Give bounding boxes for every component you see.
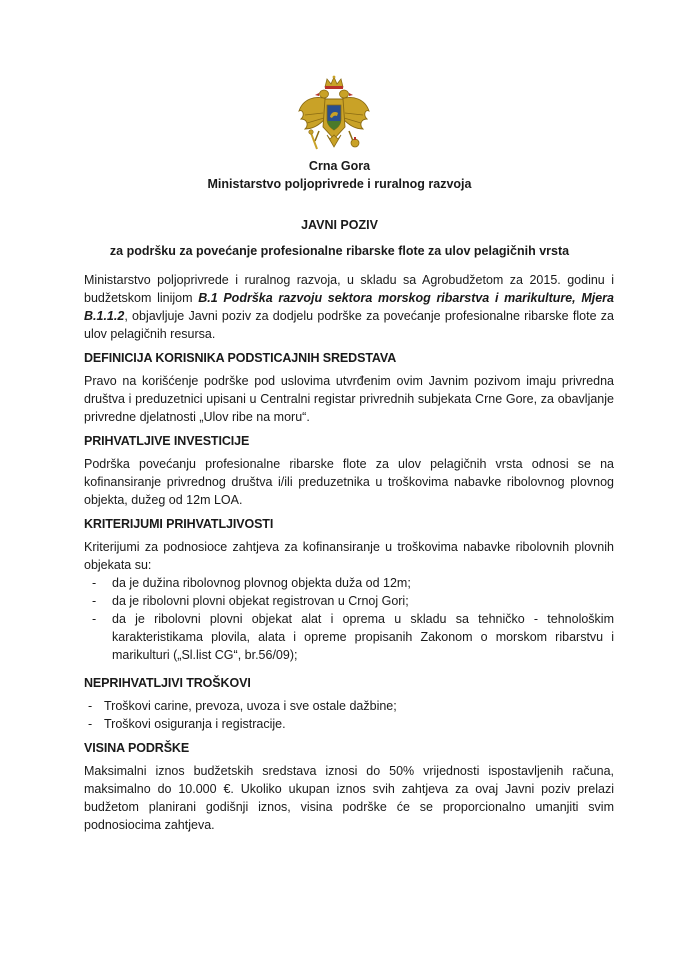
list-item [84,574,614,592]
section-heading-troskovi: NEPRIHVATLJIVI TROŠKOVI [84,676,251,690]
criteria-list [84,574,614,664]
document-body [84,271,614,834]
criteria-item-text: da je ribolovni plovni objekat registrovan u Crnoj Gori; [112,594,409,608]
cost-item-text: Troškovi osiguranja i registracije. [104,717,286,731]
intro-text-part1: Ministarstvo poljoprivrede i ruralnog razvoja, u skladu sa Agrobudžetom za 2015. godinu i budžetskom linijom [84,273,614,305]
ineligible-costs-list [84,697,614,733]
section-text-kriterijumi: Kriterijumi za podnosioce zahtjeva za kofinansiranje u troškovima nabavke ribolovnih plovnih objekata su: [84,540,614,572]
ministry-name: Ministarstvo poljoprivrede i ruralnog razvoja [207,177,472,191]
section-text-definicija: Pravo na korišćenje podrške pod uslovima utvrđenim ovim Javnim pozivom imaju privredna društva i preduzetnici upisani u Centralni registar privrednih subjekata Crne Gore, za obavljanje privredne djelatnosti „Ulov ribe na moru“. [84,374,614,424]
list-item [84,715,614,733]
intro-paragraph [84,271,614,343]
criteria-item-text: da je ribolovni plovni objekat alat i oprema u skladu sa tehničko - tehnološkim karakteristikama plovila, alata i opreme propisanih Zakonom o morskom ribarstvu i marikulturi („Sl.list CG“, br.56/09); [112,612,614,662]
dash-marker: - [92,594,97,608]
dash-marker: - [92,612,97,626]
section-heading-visina: VISINA PODRŠKE [84,741,190,755]
section-text-investicije: Podrška povećanju profesionalne ribarske flote za ulov pelagičnih vrsta odnosi se na kofinansiranje privrednog društva i/ili preduzetnika u troškovima nabavke ribolovnog plovnog objekta, dužeg od 12m LOA. [84,457,614,507]
list-item [84,697,614,715]
intro-text-part2: , objavljuje Javni poziv za dodjelu podrške za povećanje profesionalne ribarske flote za ulov pelagičnih resursa. [84,309,614,341]
country-name: Crna Gora [308,159,371,173]
budget-line-emphasis: B.1 Podrška razvoju sektora morskog ribarstva i marikulture, Mjera B.1.1.2 [84,291,614,323]
list-item [84,610,614,664]
criteria-item-text: da je dužina ribolovnog plovnog objekta duža od 12m; [112,576,411,590]
section-heading-investicije: PRIHVATLJIVE INVESTICIJE [84,434,250,448]
cost-item-text: Troškovi carine, prevoza, uvoza i sve ostale dažbine; [104,699,397,713]
section-text-visina: Maksimalni iznos budžetskih sredstava iznosi do 50% vrijednosti ispostavljenih računa, maksimalno do 10.000 €. Ukoliko ukupan iznos svih zahtjeva za ovaj Javni poziv prelazi budžetom planirani godišnji iznos, visina podrške će se proporcionalno umanjiti svim podnosiocima zahtjeva. [84,764,614,832]
dash-marker: ‐ [88,699,93,713]
dash-marker: - [92,576,97,590]
document-subtitle: za podršku za povećanje profesionalne ribarske flote za ulov pelagičnih vrsta [109,244,570,258]
document-title: JAVNI POZIV [301,218,378,232]
section-heading-definicija: DEFINICIJA KORISNIKA PODSTICAJNIH SREDSTAVA [84,351,397,365]
coat-of-arms-emblem [297,75,371,155]
list-item [84,592,614,610]
section-heading-kriterijumi: KRITERIJUMI PRIHVATLJIVOSTI [84,517,274,531]
dash-marker: ‐ [88,717,93,731]
